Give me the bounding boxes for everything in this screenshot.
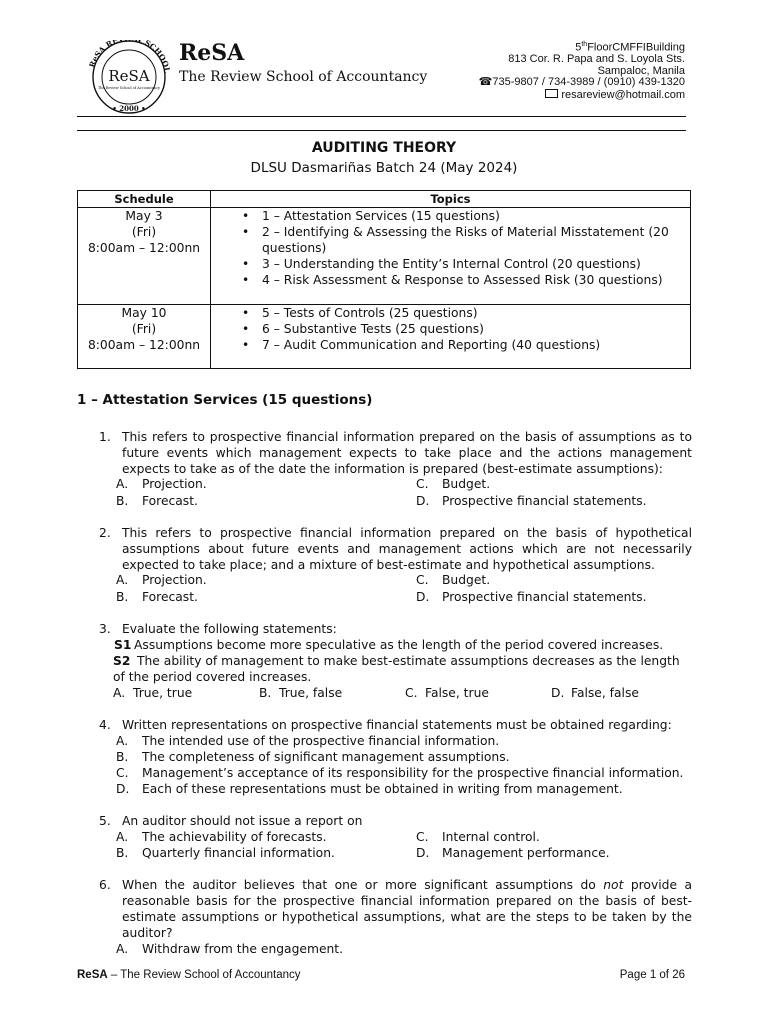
question-2 <box>99 525 692 573</box>
schedule-date: May 3 <box>125 209 163 223</box>
option-b: B. The completeness of significant management assumptions. <box>116 750 510 764</box>
option-d: D. Each of these representations must be obtained in writing from management. <box>116 782 623 796</box>
option-c: C. Internal control. <box>416 830 540 844</box>
schedule-cell <box>78 305 211 369</box>
contact-address-block <box>479 39 685 101</box>
table-row <box>78 305 691 369</box>
address-line-3: Sampaloc, Manila <box>597 64 685 77</box>
question-stem: An auditor should not issue a report on <box>122 814 363 828</box>
question-number: 5. <box>99 814 111 828</box>
question-stem: Written representations on prospective financial statements must be obtained regarding: <box>122 718 672 732</box>
envelope-icon <box>545 89 558 98</box>
question-number: 1. <box>99 430 111 444</box>
option-d: D. Management performance. <box>416 846 610 860</box>
column-header-schedule: Schedule <box>78 191 211 208</box>
section-title: 1 – Attestation Services (15 questions) <box>77 392 373 408</box>
question-number: 3. <box>99 622 111 636</box>
question-stem: This refers to prospective financial information prepared on the basis of hypothetical assumptions about future events and management actions which are not necessarily expected to take place; and a mixture of best-estimate and hypothetical assumptions. <box>122 526 692 572</box>
topic-item: • 7 – Audit Communication and Reporting (40 questions) <box>262 337 684 353</box>
question-number: 4. <box>99 718 111 732</box>
option-a: A. Withdraw from the engagement. <box>116 942 344 956</box>
option-c: C. False, true <box>405 686 489 700</box>
topics-cell <box>211 208 691 305</box>
option-d: D. False, false <box>551 686 639 700</box>
topic-item: • 5 – Tests of Controls (25 questions) <box>262 305 684 321</box>
schedule-day: (Fri) <box>131 322 157 336</box>
option-b: B. True, false <box>259 686 343 700</box>
schedule-day: (Fri) <box>131 225 157 239</box>
question-3 <box>99 621 692 637</box>
table-row <box>78 208 691 305</box>
document-subtitle: DLSU Dasmariñas Batch 24 (May 2024) <box>250 160 518 176</box>
topics-cell <box>211 305 691 369</box>
email-line: resareview@hotmail.com <box>479 89 685 102</box>
option-c: C. Management’s acceptance of its responsibility for the prospective financial information. <box>116 766 684 780</box>
phone-icon: ☎ <box>478 76 493 89</box>
brand-name: ReSA <box>179 40 245 66</box>
topic-item: • 3 – Understanding the Entity’s Internal Control (20 questions) <box>262 256 684 272</box>
option-a: A. Projection. <box>116 573 207 587</box>
svg-text:The Review School of Accountan: The Review School of Accountancy <box>97 86 161 90</box>
schedule-table <box>77 190 691 369</box>
statement-s1: S1 Assumptions become more speculative as the length of the period covered increases. <box>114 638 664 652</box>
question-6 <box>99 877 692 941</box>
phone-line: ☎735-9807 / 734-3989 / (0910) 439-1320 <box>478 76 685 89</box>
question-number: 2. <box>99 526 111 540</box>
document-title: AUDITING THEORY <box>311 140 457 156</box>
address-line-1: 5thFloorCMFFIBuilding <box>575 41 685 54</box>
svg-text:ReSA REVIEW SCHOOL INC: ReSA RE SCHOOL <box>87 40 172 74</box>
topic-item: • 1 – Attestation Services (15 questions) <box>262 208 684 224</box>
option-d: D. Prospective financial statements. <box>416 590 647 604</box>
option-b: B. Forecast. <box>116 590 198 604</box>
header-rule-top <box>77 116 686 117</box>
topic-item: • 2 – Identifying & Assessing the Risks of Material Misstatement (20 questions) <box>262 224 684 256</box>
footer-page-number: Page 1 of 26 <box>619 969 685 981</box>
svg-text:ReSA: ReSA <box>108 67 150 85</box>
address-line-2: 813 Cor. R. Papa and S. Loyola Sts. <box>508 53 685 66</box>
column-header-topics: Topics <box>211 191 691 208</box>
header-rule-bottom <box>77 130 686 131</box>
question-5 <box>99 813 692 829</box>
option-a: A. True, true <box>113 686 193 700</box>
option-b: B. Forecast. <box>116 494 198 508</box>
option-c: C. Budget. <box>416 477 491 491</box>
question-1 <box>99 429 692 477</box>
option-a: A. The achievability of forecasts. <box>116 830 327 844</box>
brand-full-name: The Review School of Accountancy <box>179 69 428 85</box>
table-header-row <box>78 191 691 208</box>
option-b: B. Quarterly financial information. <box>116 846 335 860</box>
option-c: C. Budget. <box>416 573 491 587</box>
school-seal-logo <box>84 40 174 114</box>
footer-school-name: ReSA – The Review School of Accountancy <box>77 969 301 981</box>
option-d: D. Prospective financial statements. <box>416 494 647 508</box>
option-a: A. Projection. <box>116 477 207 491</box>
schedule-time: 8:00am – 12:00nn <box>87 241 201 255</box>
topic-item: • 6 – Substantive Tests (25 questions) <box>262 321 684 337</box>
schedule-time: 8:00am – 12:00nn <box>87 338 201 352</box>
svg-text:• 2000 •: • 2000 • <box>112 104 146 113</box>
topic-item: • 4 – Risk Assessment & Response to Assessed Risk (30 questions) <box>262 272 684 288</box>
question-stem: This refers to prospective financial information prepared on the basis of assumptions as to future events which management expects to take place and the actions management expects to take as of the date the information is prepared (best-estimate assumptions): <box>122 430 692 476</box>
question-4 <box>99 717 692 733</box>
question-stem: Evaluate the following statements: <box>122 622 337 636</box>
option-a: A. The intended use of the prospective financial information. <box>116 734 500 748</box>
question-number: 6. <box>99 878 111 892</box>
schedule-date: May 10 <box>121 306 167 320</box>
schedule-cell <box>78 208 211 305</box>
question-stem: When the auditor believes that one or more significant assumptions do not provide a reasonable basis for the prospective financial information prepared on the basis of best-estimate assumptions or hypothetical assumptions, what are the steps to be taken by the auditor? <box>122 878 692 940</box>
statement-s2: S2 The ability of management to make best-estimate assumptions decreases as the length of the period covered increases. <box>113 654 680 684</box>
